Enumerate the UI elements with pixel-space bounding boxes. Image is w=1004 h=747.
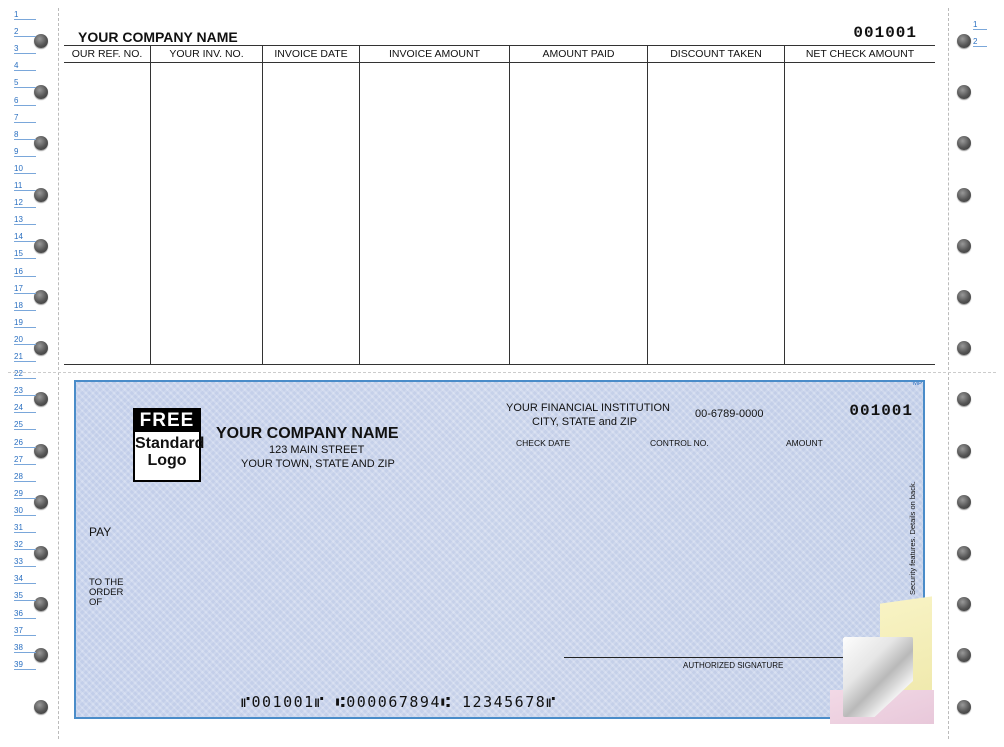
margin-line-number: 22: [14, 369, 36, 379]
tractor-hole: [34, 495, 48, 509]
column-header: NET CHECK AMOUNT: [805, 48, 915, 60]
margin-line-number: 38: [14, 643, 36, 653]
company-logo: [133, 408, 205, 482]
margin-line-number: 7: [14, 113, 36, 123]
margin-line-number: 21: [14, 352, 36, 362]
column-discount-taken: [648, 46, 785, 364]
remittance-table: [64, 45, 935, 365]
order-line: OF: [89, 597, 103, 608]
tractor-hole: [34, 444, 48, 458]
bank-city-state-zip: CITY, STATE and ZIP: [532, 416, 638, 428]
tractor-hole: [957, 648, 971, 662]
margin-line-number: 27: [14, 455, 36, 465]
tractor-hole: [957, 546, 971, 560]
check-body: [74, 380, 925, 719]
tractor-hole: [34, 392, 48, 406]
tractor-hole: [957, 700, 971, 714]
tractor-hole: [34, 648, 48, 662]
logo-standard-text: Standard: [135, 435, 205, 452]
bank-name: YOUR FINANCIAL INSTITUTION: [506, 402, 670, 414]
header-rule: [64, 62, 935, 63]
tractor-hole: [34, 597, 48, 611]
tractor-hole: [957, 341, 971, 355]
margin-line-number: 12: [14, 198, 36, 208]
margin-line-number: 28: [14, 472, 36, 482]
column-header: OUR REF. NO.: [71, 48, 143, 60]
column-our-ref-no: [64, 46, 151, 364]
margin-line-number: 6: [14, 96, 36, 106]
margin-line-number: 30: [14, 506, 36, 516]
tractor-hole: [957, 239, 971, 253]
tractor-hole: [957, 34, 971, 48]
margin-line-number: 32: [14, 540, 36, 550]
margin-line-number: 8: [14, 130, 36, 140]
margin-line-number: 13: [14, 215, 36, 225]
margin-line-number: 2: [14, 27, 36, 37]
margin-line-number: 10: [14, 164, 36, 174]
margin-line-number: 19: [14, 318, 36, 328]
column-header: AMOUNT PAID: [542, 48, 615, 60]
margin-line-number: 9: [14, 147, 36, 157]
pay-label: PAY: [89, 525, 112, 539]
margin-line-number: 16: [14, 267, 36, 277]
tractor-hole: [34, 85, 48, 99]
margin-line-number: 11: [14, 181, 36, 191]
stub-check-number: 001001: [853, 24, 917, 42]
margin-line-number: 23: [14, 386, 36, 396]
tractor-hole: [34, 700, 48, 714]
tractor-hole: [957, 495, 971, 509]
micr-line: ⑈001001⑈ ⑆000067894⑆ 12345678⑈: [241, 693, 557, 711]
voucher-stub: [64, 12, 935, 367]
column-header: YOUR INV. NO.: [169, 48, 244, 60]
left-tractor-strip: [8, 8, 59, 739]
tractor-hole: [957, 597, 971, 611]
amount-label: AMOUNT: [786, 438, 823, 448]
margin-line-number: 15: [14, 249, 36, 259]
margin-line-number: 18: [14, 301, 36, 311]
logo-free-text: FREE: [135, 410, 199, 432]
tractor-hole: [957, 444, 971, 458]
margin-line-number: 36: [14, 609, 36, 619]
check-date-label: CHECK DATE: [516, 438, 571, 448]
right-margin-line-number: 2: [973, 37, 987, 47]
tractor-hole: [957, 136, 971, 150]
company-address-line1: 123 MAIN STREET: [269, 444, 365, 456]
stub-company-name: YOUR COMPANY NAME: [78, 29, 238, 45]
tractor-hole: [34, 188, 48, 202]
margin-line-number: 1: [14, 10, 36, 20]
tractor-hole: [34, 34, 48, 48]
tractor-hole: [957, 188, 971, 202]
margin-line-number: 4: [14, 61, 36, 71]
to-the-order-of-label: [89, 578, 124, 608]
margin-line-number: 3: [14, 44, 36, 54]
tractor-hole: [34, 239, 48, 253]
margin-line-number: 26: [14, 438, 36, 448]
margin-line-number: 35: [14, 591, 36, 601]
check-company-name: YOUR COMPANY NAME: [216, 425, 399, 442]
margin-line-number: 20: [14, 335, 36, 345]
security-features-note: [906, 477, 920, 607]
perforation-line: [8, 372, 996, 373]
column-invoice-amount: [360, 46, 510, 364]
tractor-hole: [957, 85, 971, 99]
logo-logo-text: Logo: [147, 452, 187, 469]
control-no-label: CONTROL NO.: [650, 438, 709, 448]
margin-line-number: 33: [14, 557, 36, 567]
authorized-signature-label: AUTHORIZED SIGNATURE: [683, 661, 784, 670]
right-margin-line-number: 1: [973, 20, 987, 30]
right-tractor-strip: [948, 8, 995, 739]
security-features-text: Security features. Details on back.: [908, 481, 917, 595]
routing-fraction: 00-6789-0000: [695, 408, 764, 420]
tractor-hole: [34, 290, 48, 304]
tractor-hole: [34, 546, 48, 560]
column-header: DISCOUNT TAKEN: [670, 48, 762, 60]
column-invoice-date: [263, 46, 360, 364]
margin-line-number: 25: [14, 420, 36, 430]
tractor-hole: [34, 341, 48, 355]
order-line: TO THE: [89, 577, 124, 588]
column-header: INVOICE DATE: [274, 48, 348, 60]
column-header: INVOICE AMOUNT: [388, 48, 480, 60]
column-your-inv-no: [151, 46, 263, 364]
margin-line-number: 39: [14, 660, 36, 670]
column-amount-paid: [510, 46, 648, 364]
mp-security-mark: MP: [913, 381, 922, 387]
tractor-hole: [957, 290, 971, 304]
margin-line-number: 34: [14, 574, 36, 584]
column-net-check-amount: [785, 46, 935, 364]
margin-line-number: 24: [14, 403, 36, 413]
check-number: 001001: [849, 402, 913, 420]
margin-line-number: 5: [14, 78, 36, 88]
margin-line-number: 29: [14, 489, 36, 499]
company-address-line2: YOUR TOWN, STATE AND ZIP: [241, 458, 395, 470]
margin-line-number: 37: [14, 626, 36, 636]
order-line: ORDER: [89, 587, 124, 598]
margin-line-number: 31: [14, 523, 36, 533]
margin-line-number: 17: [14, 284, 36, 294]
margin-line-number: 14: [14, 232, 36, 242]
tractor-hole: [957, 392, 971, 406]
tractor-hole: [34, 136, 48, 150]
